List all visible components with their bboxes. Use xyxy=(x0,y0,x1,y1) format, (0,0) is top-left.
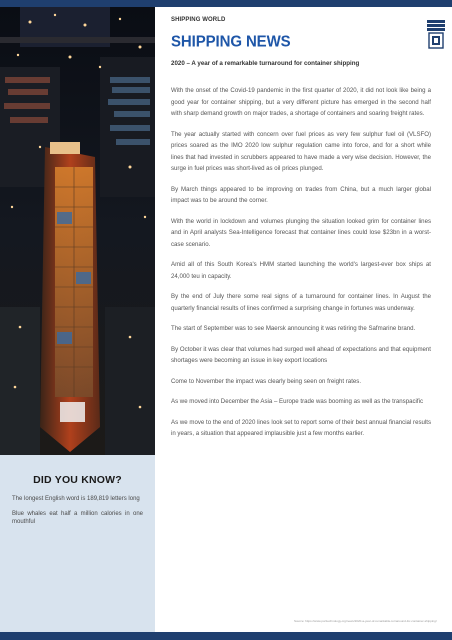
paragraph: By October it was clear that volumes had surged well ahead of expectations and that equipment shortages were becoming an issue in key export locations xyxy=(171,345,431,364)
bottom-accent-bar xyxy=(0,632,452,640)
paragraph: With the onset of the Covid-19 pandemic in the first quarter of 2020, it did not look like being a good year for container shipping, but a very different picture has emerged in the second half with sharp demand growth on major trades, a shortage of containers and soaring freight rates. xyxy=(171,87,431,117)
article-body xyxy=(171,85,431,440)
container-port-photo xyxy=(0,7,155,455)
paragraph: Come to November the impact was clearly being seen on freight rates. xyxy=(171,377,362,385)
fact-item: The longest English word is 189,819 letters long xyxy=(12,496,140,502)
paragraph: By March things appeared to be improving on trades from China, but a much larger global impact was to be around the corner. xyxy=(171,185,431,204)
paragraph: As we moved into December the Asia – Europe trade was booming as well as the transpacific xyxy=(171,398,424,405)
paragraph: The start of September was to see Maersk announcing it was retiring the Safmarine brand. xyxy=(171,325,416,332)
left-column xyxy=(0,7,155,632)
section-label: SHIPPING WORLD xyxy=(171,17,226,23)
top-accent-bar xyxy=(0,0,452,7)
source-footnote: Source: https://www.porttechnology.org/news/2020-a-year-of-remarkable-turnaround-for-container-shipping/ xyxy=(294,619,437,623)
port-night-illustration xyxy=(0,7,155,455)
paragraph: As we move to the end of 2020 lines look set to report some of their best annual financial results in years, a situation that appeared implausible just a few months earlier. xyxy=(171,418,431,437)
fact-item: Blue whales eat half a million calories in one mouthful xyxy=(12,511,143,525)
paragraph: By the end of July there some real signs of a turnaround for container lines. In August the quarterly financial results of lines confirmed a surprising change in fortunes was underway. xyxy=(171,293,431,312)
did-you-know-box xyxy=(0,455,155,632)
did-you-know-title: DID YOU KNOW? xyxy=(33,474,122,486)
paragraph: The year actually started with concern over fuel prices as very few sulphur fuel oil (VLSFO) prices soared as the IMO 2020 low sulphur regulation came into force, and for a short while lines that had invested in scrubbers appeared to have made a very wise decision. However, the surge in fuel prices was short-lived as oil prices plunged. xyxy=(171,130,431,172)
paragraph: Amid all of this South Korea's HMM started launching the world's largest-ever box ships at 24,000 teu in capacity. xyxy=(171,261,431,280)
page-title: SHIPPING NEWS xyxy=(171,33,291,51)
article-subtitle: 2020 – A year of a remarkable turnaround for container shipping xyxy=(171,60,360,67)
article xyxy=(171,17,431,449)
paragraph: With the world in lockdown and volumes plunging the situation looked grim for container lines and in April analysts Sea-Intelligence forecast that container lines could lose $23bn in a worst-case scenario. xyxy=(171,217,431,248)
